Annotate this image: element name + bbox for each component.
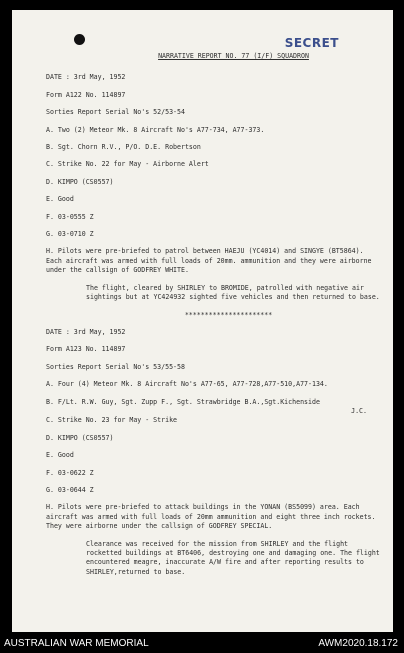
- report2-sorties: Sorties Report Serial No's 53/55-58: [46, 362, 185, 371]
- report2-item-a: A. Four (4) Meteor Mk. 8 Aircraft No's A77-65, A77-728,A77-510,A77-134.: [46, 380, 328, 389]
- report1-item-e: E. Good: [46, 195, 74, 204]
- report1-item-d: D. KIMPO (CS0557): [46, 177, 114, 186]
- footer-institution: AUSTRALIAN WAR MEMORIAL: [4, 638, 149, 649]
- report2-item-f: F. 03-0622 Z: [46, 468, 94, 477]
- document-page: [12, 10, 393, 632]
- report2-item-d: D. KIMPO (CS0557): [46, 433, 114, 442]
- report2-date: DATE : 3rd May, 1952: [46, 327, 126, 336]
- report2-form: Form A123 No. 114897: [46, 345, 126, 354]
- punch-hole: [74, 34, 85, 45]
- report2-item-c: C. Strike No. 23 for May - Strike: [46, 416, 178, 425]
- page-title: NARRATIVE REPORT NO. 77 (I/F) SQUADRON: [158, 52, 309, 60]
- report1-item-a: A. Two (2) Meteor Mk. 8 Aircraft No's A77-734, A77-373.: [46, 125, 265, 134]
- report1-sorties: Sorties Report Serial No's 52/53-54: [46, 108, 185, 117]
- section-separator: **********************: [184, 310, 273, 319]
- report2-item-e: E. Good: [46, 451, 74, 460]
- report2-item-b: B. F/Lt. R.W. Guy, Sgt. Zupp F., Sgt. Strawbridge B.A.,Sgt.Kichenside: [46, 397, 320, 406]
- report1-item-f: F. 03-0555 Z: [46, 212, 94, 221]
- footer-reference: AWM2020.18.172: [318, 638, 398, 649]
- report1-item-c: C. Strike No. 22 for May - Airborne Alert: [46, 160, 209, 169]
- report1-date: DATE : 3rd May, 1952: [46, 73, 126, 82]
- report1-item-b: B. Sgt. Chorn R.V., P/O. D.E. Robertson: [46, 143, 201, 152]
- secret-stamp: SECRET: [284, 36, 339, 50]
- report1-form: Form A122 No. 114897: [46, 90, 126, 99]
- archive-footer: [0, 633, 404, 653]
- report2-item-h: H. Pilots were pre-briefed to attack buildings in the YONAN (BS5099) area. Each aircraft was armed with full loads of 20mm ammunition and eight three inch rockets. They were airborne under the callsign of GODFREY SPECIAL.: [46, 503, 376, 531]
- report-content: [46, 52, 381, 577]
- report1-flight-paragraph: The flight, cleared by SHIRLEY to BROMIDE, patrolled with negative air sightings but at YC424932 sighted five vehicles and then returned to base.: [86, 283, 380, 302]
- report2-clearance-paragraph: Clearance was received for the mission from SHIRLEY and the flight rocketted buildings at BT6406, destroying one and damaging one. The flight encountered meagre, inaccurate A/W fire and after reporting results to SHIRLEY,returned to base.: [86, 539, 380, 576]
- report2-item-g: G. 03-0644 Z: [46, 485, 94, 494]
- report1-item-g: G. 03-0710 Z: [46, 230, 94, 239]
- report2-item-b-continued: J.C.: [351, 406, 367, 415]
- report1-item-h: H. Pilots were pre-briefed to patrol between HAEJU (YC4014) and SINGYE (BT5864). Each aircraft was armed with full loads of 20mm. ammunition and they were airborne under the callsign of GODFREY WHITE.: [46, 247, 372, 275]
